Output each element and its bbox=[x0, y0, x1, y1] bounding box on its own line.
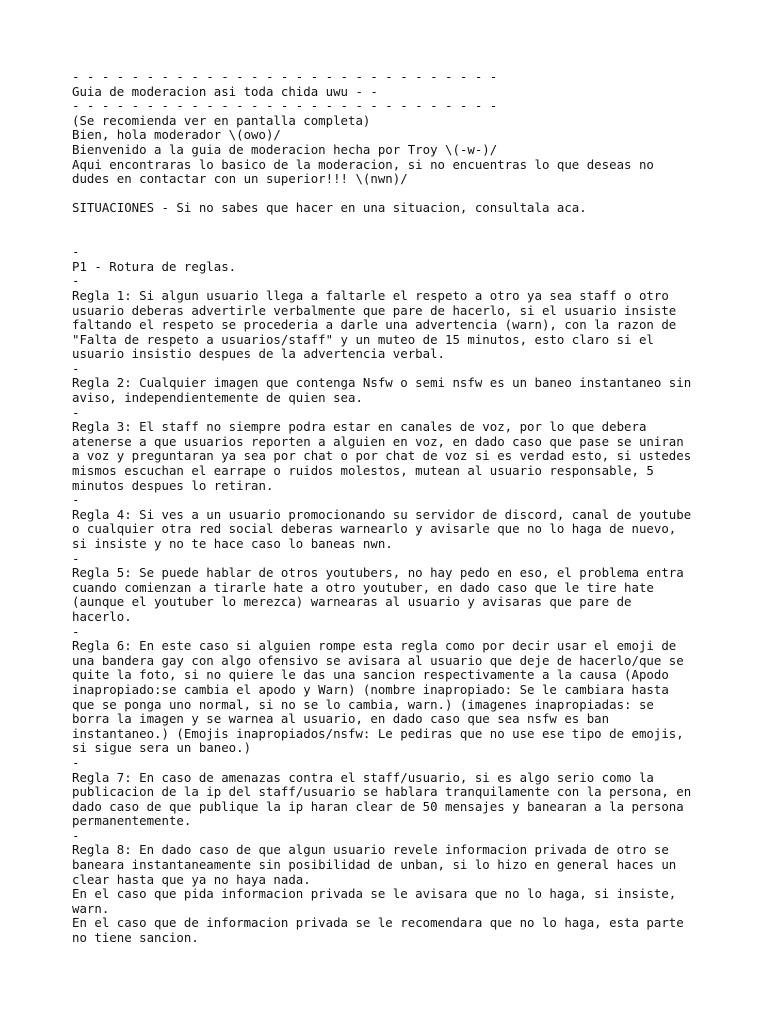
document-line: Bienvenido a la guia de moderacion hecha por Troy \(-w-)/ bbox=[72, 141, 498, 157]
document-line: "Falta de respeto a usuarios/staff" y un muteo de 15 minutos, esto claro si el bbox=[72, 331, 654, 347]
document-line: si sigue sera un baneo.) bbox=[72, 740, 252, 756]
document-line: Regla 3: El staff no siempre podra estar en canales de voz, por lo que debera bbox=[72, 419, 647, 435]
document-line: Regla 2: Cualquier imagen que contenga Nsfw o semi nsfw es un baneo instantaneo sin bbox=[72, 375, 692, 391]
document-line: Regla 5: Se puede hablar de otros youtubers, no hay pedo en eso, el problema entra bbox=[72, 565, 684, 581]
document-line: permanentemente. bbox=[72, 813, 192, 829]
document-line: - bbox=[72, 404, 80, 420]
document-line: Regla 8: En dado caso de que algun usuario revele informacion privada de otro se bbox=[72, 842, 669, 858]
document-line: En el caso que de informacion privada se le recomendara que no lo haga, esta parte bbox=[72, 915, 684, 931]
document-line: minutos despues lo retiran. bbox=[72, 477, 274, 493]
document-line: Regla 4: Si ves a un usuario promocionando su servidor de discord, canal de youtube bbox=[72, 506, 692, 522]
document-line: cuando comienzan a tirarle hate a otro youtuber, en dado caso que le tire hate bbox=[72, 579, 654, 595]
document-line: quite la foto, si no quiere le das una sancion respectivamente a la causa (Apodo bbox=[72, 667, 669, 683]
document-line: P1 - Rotura de reglas. bbox=[72, 258, 237, 274]
document-line: mismos escuchan el earrape o ruidos molestos, mutean al usuario responsable, 5 bbox=[72, 463, 654, 479]
document-line: warn. bbox=[72, 900, 110, 916]
document-line: (aunque el youtuber lo merezca) warnearas al usuario y avisaras que pare de bbox=[72, 594, 632, 610]
document-line: no tiene sancion. bbox=[72, 930, 199, 946]
document-line: usuario deberas advertirle verbalmente que pare de hacerlo, si el usuario insiste bbox=[72, 302, 677, 318]
document-line: - bbox=[72, 754, 80, 770]
document-line: Guia de moderacion asi toda chida uwu - - bbox=[72, 83, 378, 99]
document-line: En el caso que pida informacion privada se le avisara que no lo haga, si insiste, bbox=[72, 886, 677, 902]
document-line bbox=[72, 187, 712, 202]
document-line: inapropiado:se cambia el apodo y Warn) (nombre inapropiado: Se le cambiara hasta bbox=[72, 681, 669, 697]
document-line bbox=[72, 216, 712, 231]
document-line: - bbox=[72, 550, 80, 566]
document-page bbox=[72, 70, 712, 946]
document-line: - bbox=[72, 623, 80, 639]
document-line: - bbox=[72, 492, 80, 508]
document-line: Regla 1: Si algun usuario llega a faltarle el respeto a otro ya sea staff o otro bbox=[72, 287, 669, 303]
document-line: a voz y preguntaran ya sea por chat o por chat de voz si es verdad esto, si ustedes bbox=[72, 448, 692, 464]
document-line: dado caso de que publique la ip haran clear de 50 mensajes y banearan a la persona bbox=[72, 798, 684, 814]
document-line: si insiste y no te hace caso lo baneas nwn. bbox=[72, 536, 393, 551]
document-line: - bbox=[72, 827, 80, 843]
document-line: una bandera gay con algo ofensivo se avisara al usuario que deje de hacerlo/que se bbox=[72, 652, 684, 668]
document-line: Aqui encontraras lo basico de la moderacion, si no encuentras lo que deseas no bbox=[72, 156, 654, 172]
document-line: clear hasta que ya no haya nada. bbox=[72, 871, 311, 887]
document-line: hacerlo. bbox=[72, 608, 132, 624]
document-line: que se ponga uno normal, si no se lo cambia, warn.) (imagenes inapropiadas: se bbox=[72, 696, 654, 712]
document-line: baneara instantaneamente sin posibilidad de unban, si lo hizo en general haces un bbox=[72, 857, 677, 873]
document-line: - bbox=[72, 273, 80, 289]
document-line bbox=[72, 231, 712, 246]
document-line: - - - - - - - - - - - - - - - - - - - - - - - - - - - - - bbox=[72, 69, 498, 84]
document-line: - bbox=[72, 244, 80, 260]
document-line: publicacion de la ip del staff/usuario se hablara tranquilamente con la persona, en bbox=[72, 784, 692, 800]
document-line: (Se recomienda ver en pantalla completa) bbox=[72, 112, 371, 128]
document-line: o cualquier otra red social deberas warnearlo y avisarle que no lo haga de nuevo, bbox=[72, 521, 677, 537]
document-line: atenerse a que usuarios reporten a alguien en voz, en dado caso que pase se uniran bbox=[72, 433, 684, 449]
document-line: Bien, hola moderador \(owo)/ bbox=[72, 127, 281, 143]
document-line: instantaneo.) (Emojis inapropiados/nsfw: Le pediras que no use ese tipo de emojis, bbox=[72, 725, 684, 741]
document-line: SITUACIONES - Si no sabes que hacer en una situacion, consultala aca. bbox=[72, 200, 587, 216]
document-line: usuario insistio despues de la advertencia verbal. bbox=[72, 346, 445, 362]
document-line: faltando el respeto se procederia a darle una advertencia (warn), con la razon de bbox=[72, 317, 677, 333]
document-line: - bbox=[72, 360, 80, 376]
document-line: Regla 6: En este caso si alguien rompe esta regla como por decir usar el emoji de bbox=[72, 638, 677, 654]
document-line: dudes en contactar con un superior!!! \(nwn)/ bbox=[72, 171, 408, 187]
document-line: - - - - - - - - - - - - - - - - - - - - - - - - - - - - - bbox=[72, 98, 498, 114]
document-line: Regla 7: En caso de amenazas contra el staff/usuario, si es algo serio como la bbox=[72, 769, 654, 785]
document-line: aviso, independientemente de quien sea. bbox=[72, 390, 363, 406]
document-line: borra la imagen y se warnea al usuario, en dado caso que sea nsfw es ban bbox=[72, 711, 610, 727]
